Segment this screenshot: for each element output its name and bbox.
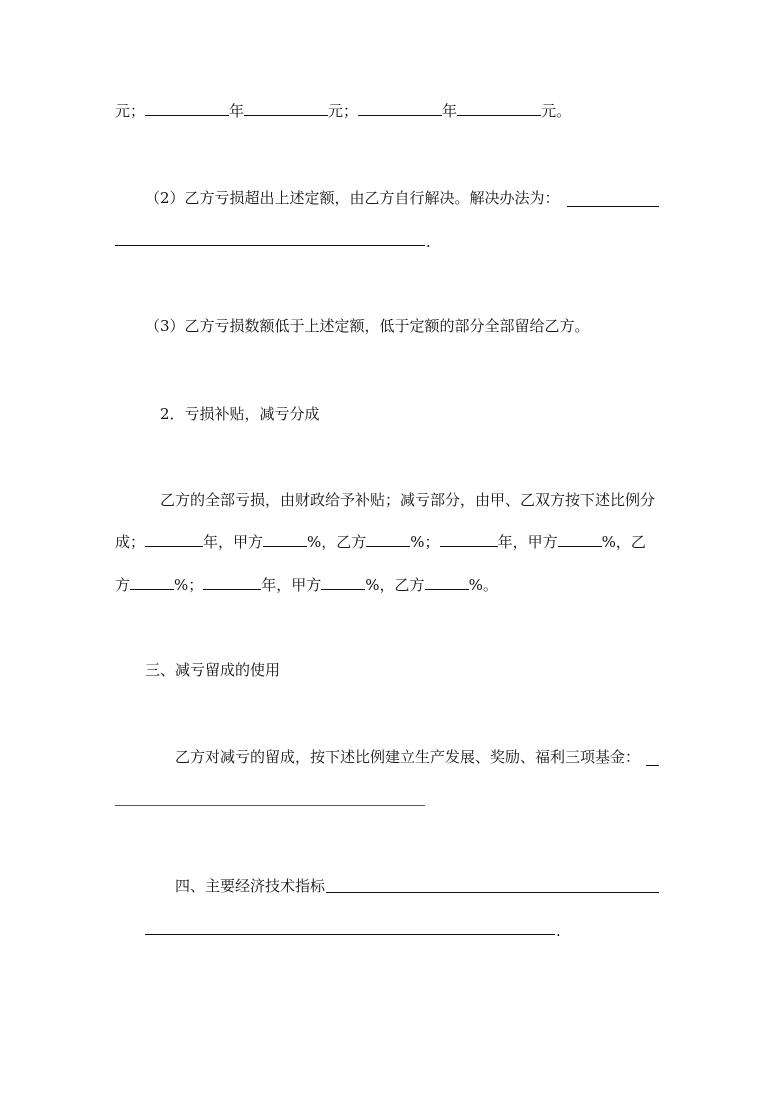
subsidy-line-3 bbox=[115, 575, 498, 595]
text: 乙方的全部亏损，由财政给予补贴；减亏部分，由甲、乙双方按下述比例分 bbox=[160, 491, 656, 509]
text: %。 bbox=[468, 576, 498, 594]
section-3-heading bbox=[145, 660, 280, 680]
text: 方 bbox=[115, 576, 131, 594]
text: %； bbox=[174, 576, 204, 594]
period: . bbox=[426, 233, 431, 251]
text: 成； bbox=[115, 533, 146, 551]
text: 元。 bbox=[541, 102, 572, 120]
blank-field[interactable] bbox=[321, 575, 365, 590]
blank-field[interactable] bbox=[366, 532, 410, 547]
item-3-text bbox=[145, 316, 590, 336]
section-4-heading bbox=[175, 876, 325, 896]
blank-field[interactable] bbox=[203, 575, 261, 590]
blank-field[interactable] bbox=[130, 575, 174, 590]
blank-field[interactable] bbox=[115, 805, 425, 806]
heading-text: 2．亏损补贴，减亏分成 bbox=[160, 405, 320, 423]
text: 年 bbox=[229, 102, 245, 120]
blank-field[interactable] bbox=[326, 892, 659, 893]
text: %，乙方 bbox=[307, 533, 367, 551]
blank-field[interactable] bbox=[440, 532, 498, 547]
text: 乙方对减亏的留成，按下述比例建立生产发展、奖励、福利三项基金： bbox=[175, 748, 641, 766]
blank-field[interactable] bbox=[358, 101, 442, 116]
text: 年，甲方 bbox=[261, 576, 322, 594]
heading-text: 四、主要经济技术指标 bbox=[175, 877, 326, 895]
section-2-heading bbox=[160, 404, 320, 424]
blank-field[interactable] bbox=[244, 101, 328, 116]
item-2-label: （2）乙方亏损超出上述定额，由乙方自行解决。解决办法为： bbox=[145, 189, 560, 207]
blank-field[interactable] bbox=[115, 245, 425, 246]
blank-field[interactable] bbox=[145, 934, 555, 935]
text: 年 bbox=[442, 102, 458, 120]
section-3-paragraph bbox=[175, 747, 640, 767]
period: . bbox=[556, 922, 561, 940]
blank-field[interactable] bbox=[145, 532, 203, 547]
text: %，乙方 bbox=[365, 576, 425, 594]
text: 元； bbox=[328, 102, 359, 120]
blank-field[interactable] bbox=[425, 575, 469, 590]
blank-field[interactable] bbox=[145, 101, 229, 116]
blank-field[interactable] bbox=[558, 532, 602, 547]
subsidy-line-1 bbox=[160, 490, 655, 510]
blank-field[interactable] bbox=[646, 765, 659, 766]
text: 年，甲方 bbox=[203, 533, 264, 551]
text: 元； bbox=[115, 102, 146, 120]
text: %，乙 bbox=[601, 533, 646, 551]
text: %； bbox=[410, 533, 440, 551]
line-year-amounts bbox=[115, 101, 571, 121]
blank-field[interactable] bbox=[263, 532, 307, 547]
heading-text: 三、减亏留成的使用 bbox=[145, 661, 281, 679]
item-3-label: （3）乙方亏损数额低于上述定额，低于定额的部分全部留给乙方。 bbox=[145, 317, 590, 335]
text: 年，甲方 bbox=[497, 533, 558, 551]
subsidy-line-2 bbox=[115, 532, 646, 552]
item-2-text bbox=[145, 188, 560, 208]
blank-field[interactable] bbox=[457, 101, 541, 116]
blank-field[interactable] bbox=[567, 206, 659, 207]
